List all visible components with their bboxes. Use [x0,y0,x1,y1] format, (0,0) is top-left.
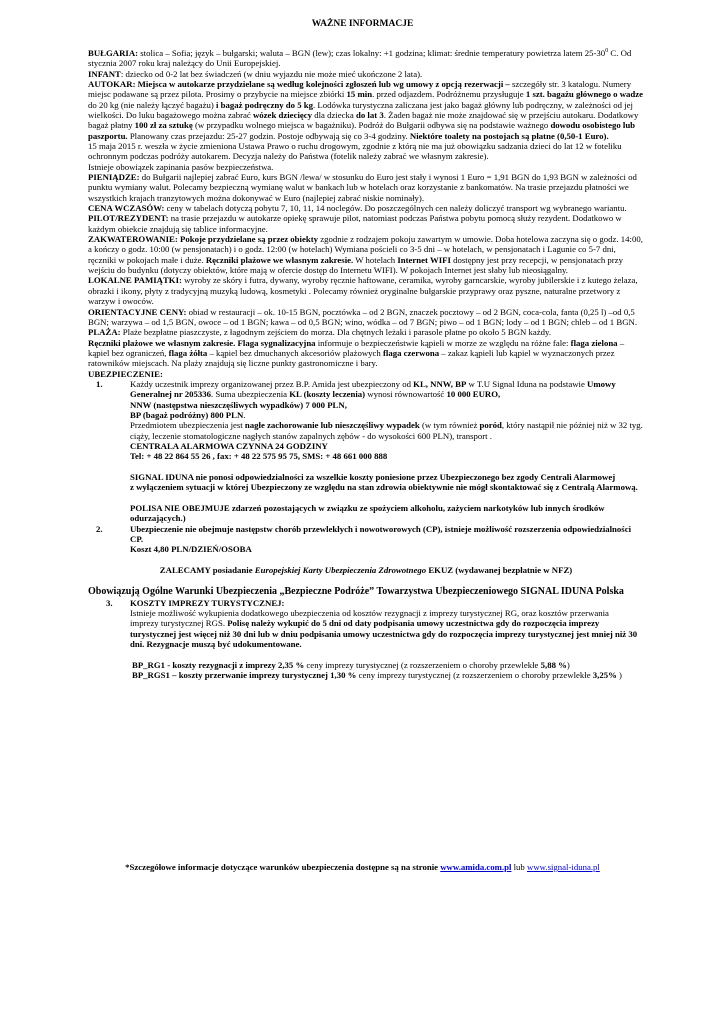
rg1-text: ceny imprezy turystycznej (z rozszerzeniem o choroby przewlekłe [304,659,541,670]
autokar-text-7: (w przypadku wolnego miejsca w bagażniku). Podróż do Bułgarii odbywa się na podstawie ważnego [192,120,551,131]
zalecamy-ekuz: Europejskiej Karty Ubezpieczenia Zdrowotnego [254,565,427,576]
plaza-section [88,327,644,337]
zakw-text-2: W hotelach [353,254,398,265]
autokar-bold-5: wózek dziecięcy [252,109,313,120]
footer-text: *Szczegółowe informacje dotyczące warunków ubezpieczenia dostępne są na stronie [125,862,441,872]
pieniadze-label: PIENIĄDZE: [88,172,140,183]
koszty-text-2b: Polisę należy wykupić do 5 dni od daty podpisania umowy uczestnictwa gdy do rozpoczęcia imprezy turystycznej jest więcej niż 30 dni lub w dniu podpisania umowy uczestnictwa gdy do rozpoczęcia imprezy turystycznej jest mniej niż 30 dni. Rezygnacje muszą być udokumentowane. [130,618,638,650]
pamiatki-text: wyroby ze skóry i futra, dywany, wyroby ręcznie haftowane, ceramika, wyroby garncarskie, wyroby jubilerskie i z kutego żelaza, obrazki i ikony, płyty z tradycyjną muzyką ludową, kosmetyki . Polecamy również oryginalne bułgarskie przyprawy oraz pyszne, naturalne przetwory z warzyw i owoców. [88,275,638,307]
plaza-text-4: – kąpiel bez dmuchanych akcesoriów plażowych [207,347,383,358]
zalecamy-text-1: ZALECAMY posiadanie [159,565,255,576]
item-number-3: 3. [106,597,113,608]
infant-label: INFANT [88,68,121,79]
pilot-text: na trasie przejazdu w autokarze opiekę sprawuje pilot, natomiast podczas Państwa pobytu pomocą służy rezydent. Dodatkowo w każdym obiekcie znajdują się tablice informacyjne. [88,213,622,234]
flag-green: flaga zielona [570,337,618,348]
page-title: WAŻNE INFORMACJE [311,19,414,29]
insurance-item-2 [88,524,644,555]
autokar-text-2: . przed odjazdem. Podróżnemu przysługuje [372,89,526,100]
signal-iduna-link[interactable]: www.signal-iduna.pl [527,862,600,872]
koszty-heading-row [88,598,644,608]
ins-bold-d: Umowy Generalnej nr 205336 [130,378,616,400]
ceny-label: ORIENTACYJNE CENY: [88,306,187,317]
plaza-label: PLAŻA: [88,327,121,338]
koszty-text-2a: imprezy turystycznej RGS. [130,618,228,629]
rg1-desc: - koszty rezygnacji z imprezy 2,35 % [165,659,305,670]
autokar-bold-7: 100 zł za sztukę [134,120,193,131]
koszty-text-2 [88,618,644,649]
plaza-text-2: informuje o bezpieczeństwie kąpieli w morze ze względu na różne fale: [315,337,571,348]
ubezpieczenie-label: UBEZPIECZENIE: [88,368,163,379]
cena-label: CENA WCZASÓW: [88,203,165,214]
pieniadze-section [88,172,644,203]
signal-line-2: z wyłączeniem sytuacji w której Ubezpieczony ze względu na stan zdrowia obiektywnie nie mógł skontaktować się z Centralą Alarmową. [130,482,638,493]
autokar-text-6: . Żaden bagaż nie może znajdować się w przejściu autokaru. Dodatkowy bagaż płatny [88,109,639,131]
autokar-bold-4: i bagaż podręczny do 5 kg [216,99,314,110]
autokar-text-1: szczegóły str. 3 katalogu. Numery miejsc podawane są przez pilota. Prosimy o przybycie na miejsce zbiórki [88,78,632,100]
zakw-bold-2: Ręczniki plażowe we własnym zakresie. [205,254,354,265]
amida-link[interactable]: www.amida.com.pl [440,862,512,872]
document-body [88,46,644,681]
ins-text-c: w T.U Signal Iduna na podstawie [466,378,588,389]
ins2-text-e: , który nastąpił nie później niż w 32 tyg. ciąży, leczenie stomatologiczne nagłych stanów zapalnych zębów - do wysokości 600 PLN), transport . [130,420,643,441]
polisa-bold: POLISA NIE OBEJMUJE [130,503,230,514]
tel-line: Tel: + 48 22 864 55 26 , fax: + 48 22 575 95 75, SMS: + 48 661 000 888 [130,451,388,462]
flag-yellow: flaga żółta [168,347,208,358]
zakwaterowanie-section [88,234,644,275]
bulgaria-text: stolica – Sofia; język – bułgarski; waluta – BGN (lew); czas lokalny: +1 godzina; klimat: średnie temperatury powietrza latem 25-30 [140,47,606,58]
ins-bold-b: KL, NNW, BP [413,378,467,389]
ins2-text-c: (w tym również [419,420,480,431]
rg1-line [88,660,644,670]
bp-text: BP (bagaż podróżny) 800 PLN [130,409,244,420]
autokar-bold-2: 15 min [346,89,373,100]
item-number-1: 1. [96,378,103,389]
polisa-line [130,503,644,524]
koszt-line: Koszt 4,80 PLN/DZIEŃ/OSOBA [130,544,252,555]
plaza-text-5: – zakaz kąpieli lub kąpiel w wyznaczonych przez ratowników miejscach. Na plaży znajdują się liczne punkty gastronomiczne i bary. [88,347,615,369]
rg1-close: ) [566,659,570,670]
footer-or: lub [511,862,527,872]
ins-text-e: . Suma ubezpieczenia [211,389,290,400]
rgs1-desc: – koszty przerwanie imprezy turystycznej 1,30 % [169,670,357,681]
bulgaria-section [88,46,644,69]
rg1-pct: 5,88 % [540,659,567,670]
degree-sup: 0 [605,48,609,54]
rg1-code: BP_RG1 [132,659,166,670]
pilot-section [88,213,644,234]
cena-text: ceny w tabelach dotyczą pobytu 7, 10, 11, 14 noclegów. Do poszczególnych cen należy doliczyć transport wg wybranego wariantu. [164,203,627,214]
ins-text-g: wynosi równowartość [365,389,447,400]
ceny-text: obiad w restauracji – ok. 10-15 BGN, pocztówka – od 2 BGN, znaczek pocztowy – od 2 BGN, coca-cola, fanta (0,25 l) –od 0,5 BGN; warzywa – od 1,5 BGN, owoce – od 1 BGN; kawa – od 0,5 BGN; wino, wódka – od 7 BGN; piwo – od 1 BGN; lody – od 1 BGN; chleb – od 1 BGN. [88,306,638,327]
ins-text-a: Każdy uczestnik imprezy organizowanej przez B.P. Amida jest ubezpieczony od [130,378,414,389]
rgs1-pct: 3,25% [592,670,617,681]
pilot-label: PILOT/REZYDENT: [88,213,169,224]
plaza-bold-1: Ręczniki plażowe we własnym zakresie. Flaga sygnalizacyjna [88,337,316,348]
zakw-bold-3: Internet WIFI [397,254,451,265]
koszty-heading: KOSZTY IMPREZY TURYSTYCZNEJ: [130,597,285,608]
ins-bold-f: KL (koszty leczenia) [289,389,366,400]
polisa-text: zdarzeń pozostających w związku ze spożyciem alkoholu, zażyciem narkotyków lub innych środków odurzających.) [130,503,605,524]
rgs1-text: ceny imprezy turystycznej (z rozszerzeniem o choroby przewlekłe [356,670,593,681]
autokar-bold-1: Miejsca w autokarze przydzielane są według kolejności zgłoszeń lub wg umowy z opcją rezerwacji – [135,78,510,89]
autokar-bold-8: dowodu osobistego lub paszportu. [88,120,636,141]
autokar-label: AUTOKAR: [88,78,136,89]
insurance-item-1 [88,379,644,524]
plaza-flags [88,338,644,369]
autokar-text-3: do 20 kg (nie należy łączyć bagażu) [88,99,217,110]
pamiatki-label: LOKALNE PAMIĄTKI: [88,275,182,286]
autokar-text-4: . Lodówka turystyczna zaliczana jest jako bagaż główny lub podręczny, w zależności od jej wielkości. Do luku bagażowego można zabrać [88,99,633,120]
rgs1-code: BP_RGS1 [132,670,170,681]
plaza-text-1: Plaże bezpłatne piaszczyste, z łagodnym zejściem do morza. Dla chętnych leżaki i parasole płatne po około 5 BGN każdy. [120,327,552,338]
autokar-pasy-text: Istnieje obowiązek zapinania pasów bezpieczeństwa. [88,161,274,172]
pieniadze-text: do Bułgarii najlepiej zabrać Euro, kurs BGN /lewa/ w stosunku do Euro jest stały i wynosi 1 Euro = 1,91 BGN do 1,93 BGN w zależności od punktu wymiany walut. Polecamy bezpieczną wymianę walut w bankach lub w hotelach oraz korzystanie z bankomatów. Na trasie przejazdu płatności we wszystkich krajach tranzytowych można dokonywać w Euro (najlepiej zabrać niskie nominały). [88,172,637,203]
ins2-bold-d: poród [479,420,502,431]
zakw-bold-1: Pokoje przydzielane są przez obiekty [177,234,319,245]
rgs1-close: ) [616,670,622,681]
nnw-line: NNW (następstwa nieszczęśliwych wypadków) 7 000 PLN, [130,399,347,410]
bulgaria-text-2: C. Od stycznia 2007 roku kraj należący do Unii Europejskiej. [88,47,632,69]
warunki-heading: Obowiązują Ogólne Warunki Ubezpieczenia „Bezpieczne Podróże” Towarzystwa Ubezpieczeniowego SIGNAL IDUNA Polska [88,585,624,597]
bp-line [130,410,644,420]
ceny-section [88,307,644,328]
plaza-text-3: –kąpiel bez ograniczeń, [88,337,625,358]
autokar-section [88,79,644,141]
flag-red: flaga czerwona [382,347,440,358]
infant-text: : dziecko od 0-2 lat bez świadczeń (w dniu wyjazdu nie może mieć ukończone 2 lata). [120,68,423,79]
zakw-text-1: zgodnie z rodzajem pokoju zawartym w umowie. Doba hotelowa zaczyna się o godz. 14:00, a kończy o godz. 10:00 (w pensjonatach) i o godz. 12:00 (w hotelach) Wymiana pościeli co 3-5 dni – w hotelach, w pensjonatach i Lagunie co 5-7 dni, ręczniki w pokojach małe i duże. [88,234,643,265]
zakw-text-3: dostępny jest przy recepcji, w pensjonatach przy wejściu do budynku (dotyczy obiektów, które mają w ofercie dostęp do Internetu WIFI). W pokojach Internet jest słaby lub nieosiągalny. [88,254,623,276]
rgs1-line [88,670,644,680]
zalecamy-line [88,565,644,575]
insurance-p1 [130,379,644,400]
ins2-text-a: Przedmiotem ubezpieczenia jest [130,420,245,431]
autokar-bold-6: do lat 3 [356,109,384,120]
zalecamy-text-3: EKUZ (wydawanej bezpłatnie w NFZ) [426,565,573,576]
autokar-text-8: Planowany czas przejazdu: 25-27 godzin. Postoje odbywają się co 3-4 godziny. [127,130,410,141]
autokar-text-5: dla dziecka [312,109,356,120]
bulgaria-label: BUŁGARIA: [88,47,139,58]
centrala-line: CENTRALA ALARMOWA CZYNNA 24 GODZINY [130,440,328,451]
autokar-bold-9: Niektóre toalety na postojach są płatne (0,50-1 Euro). [409,130,609,141]
koszty-text-1: Istnieje możliwość wykupienia dodatkowego ubezpieczenia od kosztów rezygnacji z imprezy turystycznej RG, oraz kosztów przerwania [130,608,609,619]
ins-bold-h: 10 000 EURO, [446,389,501,400]
infant-section [88,69,644,79]
autokar-bold-3: 1 szt. bagażu głównego o wadze [525,89,644,100]
pamiatki-section [88,275,644,306]
autokar-fotelik-text: 15 maja 2015 r. weszła w życie zmieniona Ustawa Prawo o ruchu drogowym, zgodnie z którą nie ma już obowiązku sadzania dzieci do lat 12 w foteliku ochronnym podczas podróży autokarem. Decyzja należy do Państwa (fotelik należy zabrać we własnym zakresie). [88,141,622,162]
insurance-p3: Ubezpieczenie nie obejmuje następstw chorób przewlekłych i nowotworowych (CP), istnieje możliwość rozszerzenia odpowiedzialności CP. [130,523,632,545]
ins2-bold-b: nagłe zachorowanie lub nieszczęśliwy wypadek [244,420,420,431]
item-number-2: 2. [96,523,103,534]
bp-dot: . [243,409,246,420]
footer-note [0,862,725,872]
zakwaterowanie-label: ZAKWATEROWANIE: [88,234,178,245]
cena-section [88,203,644,213]
insurance-p2 [130,420,644,441]
signal-line-1: SIGNAL IDUNA nie ponosi odpowiedzialności za wszelkie koszty poniesione przez Ubezpieczonego bez zgody Centrali Alarmowej [130,472,616,482]
